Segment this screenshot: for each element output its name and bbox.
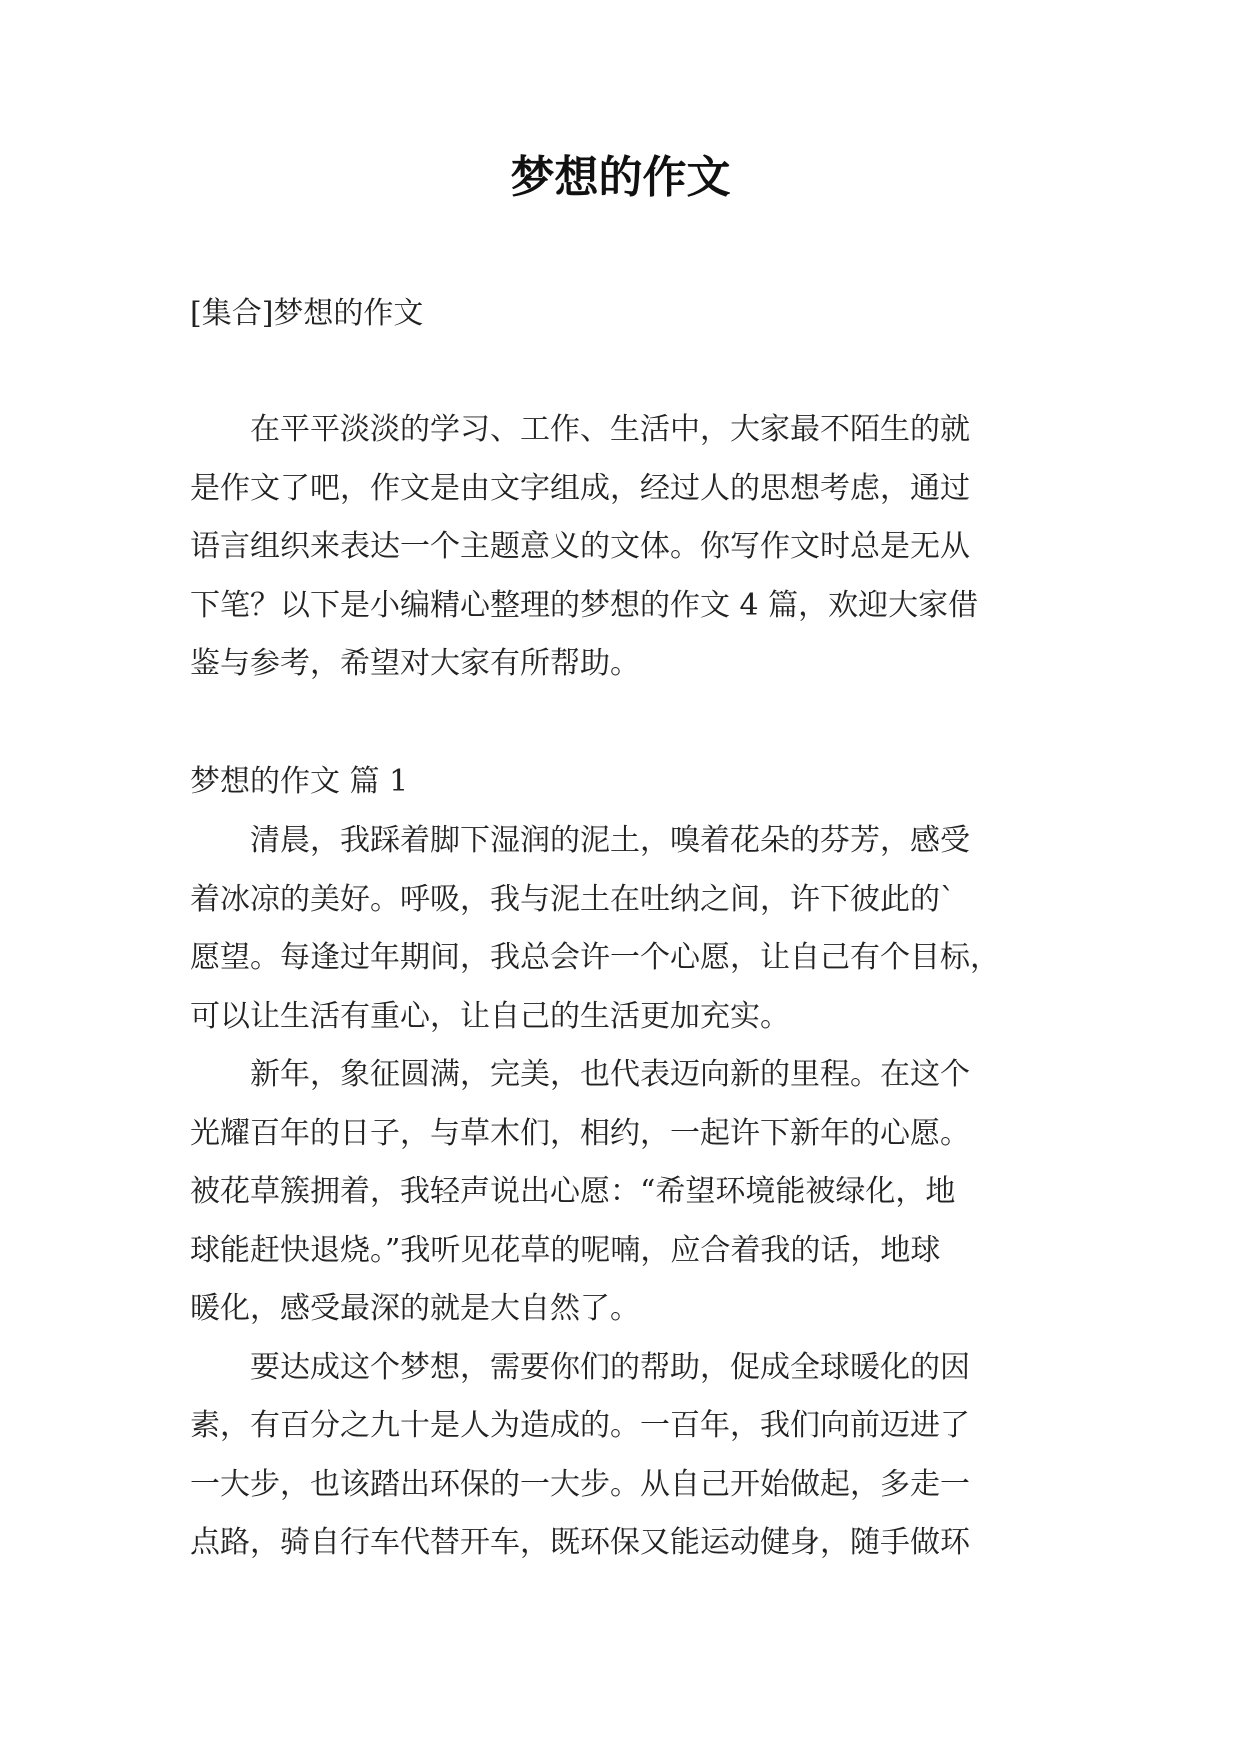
body-line: 光耀百年的日子，与草木们，相约，一起许下新年的心愿。 bbox=[190, 1115, 970, 1151]
body-line: 愿望。每逢过年期间，我总会许一个心愿，让自己有个目标， bbox=[190, 940, 1000, 975]
intro-line: 下笔？以下是小编精心整理的梦想的作文 4 篇，欢迎大家借 bbox=[190, 587, 979, 623]
document-subtitle: [集合]梦想的作文 bbox=[190, 296, 424, 331]
body-line: 被花草簇拥着，我轻声说出心愿：“希望环境能被绿化，地 bbox=[190, 1174, 956, 1209]
body-line: 球能赶快退烧。”我听见花草的呢喃，应合着我的话，地球 bbox=[190, 1232, 941, 1268]
section-body bbox=[190, 812, 1060, 1573]
body-line: 可以让生活有重心，让自己的生活更加充实。 bbox=[190, 998, 790, 1034]
body-line: 新年，象征圆满，完美，也代表迈向新的里程。在这个 bbox=[190, 1057, 970, 1092]
body-line: 清晨，我踩着脚下湿润的泥土，嗅着花朵的芬芳，感受 bbox=[190, 823, 970, 858]
body-line: 一大步，也该踏出环保的一大步。从自己开始做起，多走一 bbox=[190, 1466, 970, 1502]
body-line: 要达成这个梦想，需要你们的帮助，促成全球暖化的因 bbox=[190, 1349, 970, 1385]
body-line: 暖化，感受最深的就是大自然了。 bbox=[190, 1291, 640, 1326]
body-line: 素，有百分之九十是人为造成的。一百年，我们向前迈进了 bbox=[190, 1408, 970, 1443]
intro-line: 是作文了吧，作文是由文字组成，经过人的思想考虑，通过 bbox=[190, 470, 970, 506]
document-title: 梦想的作文 bbox=[510, 152, 731, 203]
section-heading: 梦想的作文 篇 1 bbox=[190, 764, 409, 799]
body-line: 点路，骑自行车代替开车，既环保又能运动健身，随手做环 bbox=[190, 1525, 970, 1560]
intro-line: 在平平淡淡的学习、工作、生活中，大家最不陌生的就 bbox=[190, 412, 970, 447]
body-line: 着冰凉的美好。呼吸，我与泥土在吐纳之间，许下彼此的` bbox=[190, 881, 955, 917]
intro-line: 鉴与参考，希望对大家有所帮助。 bbox=[190, 646, 640, 681]
intro-line: 语言组织来表达一个主题意义的文体。你写作文时总是无从 bbox=[190, 529, 970, 564]
intro-paragraph bbox=[190, 401, 1060, 694]
